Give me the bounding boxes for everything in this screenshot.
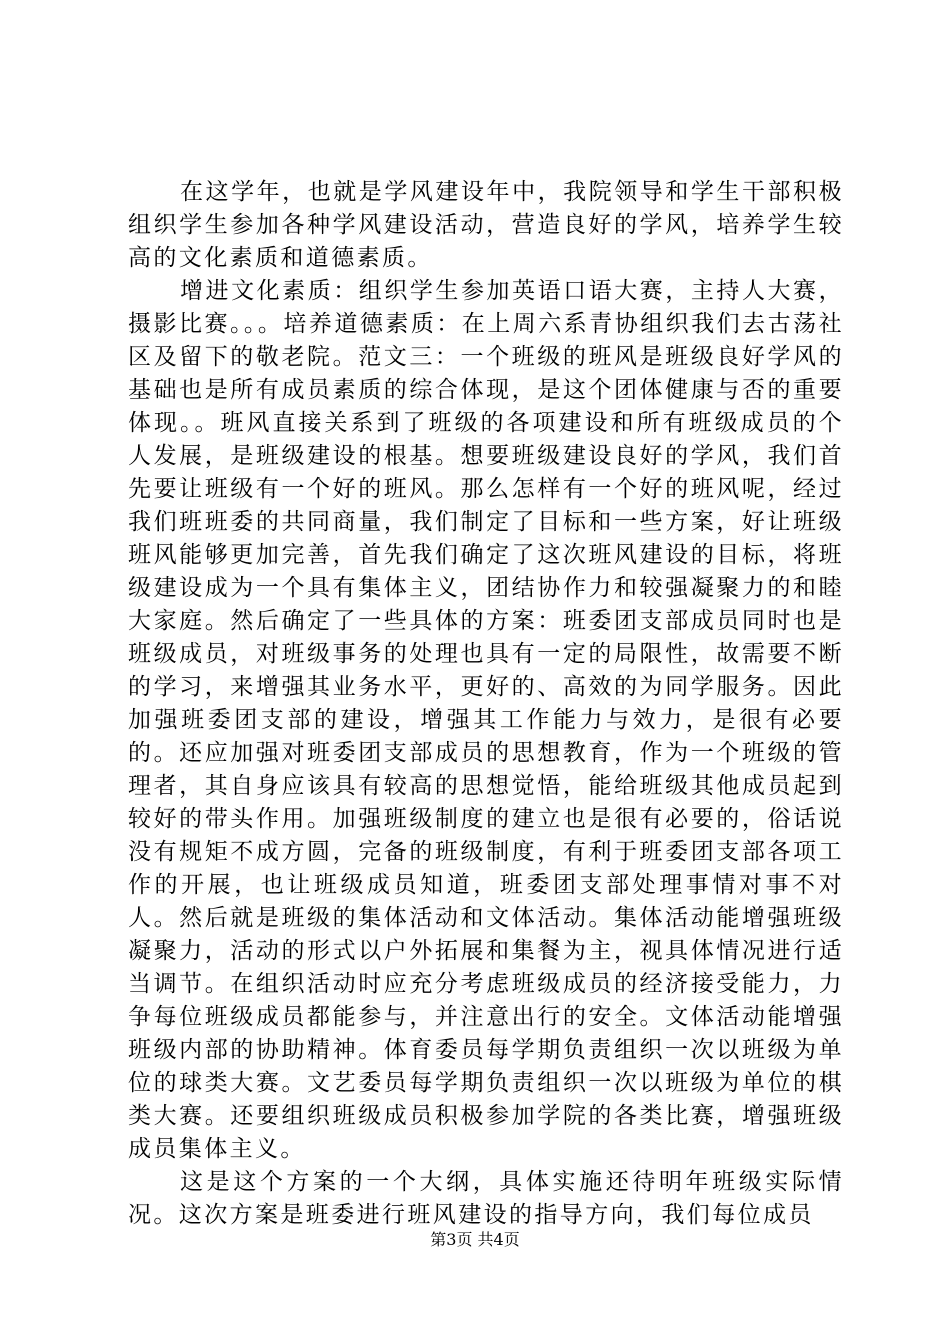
document-body <box>128 176 844 1232</box>
page-number-footer: 第3页 共4页 <box>430 1230 520 1249</box>
paragraph-outline-conclusion: 这是这个方案的一个大纲，具体实施还待明年班级实际情况。这次方案是班委进行班风建设的指导方向，我们每位成员 <box>128 1169 844 1228</box>
paragraph-class-style-plan: 增进文化素质：组织学生参加英语口语大赛，主持人大赛，摄影比赛。。。培养道德素质：在上周六系青协组织我们去古荡社区及留下的敬老院。范文三：一个班级的班风是班级良好学风的基础也是所有成员素质的综合体现，是这个团体健康与否的重要体现。。班风直接关系到了班级的各项建设和所有班级成员的个人发展，是班级建设的根基。想要班级建设良好的学风，我们首先要让班级有一个好的班风。那么怎样有一个好的班风呢，经过我们班班委的共同商量，我们制定了目标和一些方案，好让班级班风能够更加完善，首先我们确定了这次班风建设的目标，将班级建设成为一个具有集体主义，团结协作力和较强凝聚力的和睦大家庭。然后确定了一些具体的方案：班委团支部成员同时也是班级成员，对班级事务的处理也具有一定的局限性，故需要不断的学习，来增强其业务水平，更好的、高效的为同学服务。因此加强班委团支部的建设，增强其工作能力与效力，是很有必要的。还应加强对班委团支部成员的思想教育，作为一个班级的管理者，其自身应该具有较高的思想觉悟，能给班级其他成员起到较好的带头作用。加强班级制度的建立也是很有必要的，俗话说没有规矩不成方圆，完备的班级制度，有利于班委团支部各项工作的开展，也让班级成员知道，班委团支部处理事情对事不对人。然后就是班级的集体活动和文体活动。集体活动能增强班级凝聚力，活动的形式以户外拓展和集餐为主，视具体情况进行适当调节。在组织活动时应充分考虑班级成员的经济接受能力，力争每位班级成员都能参与，并注意出行的安全。文体活动能增强班级内部的协助精神。体育委员每学期负责组织一次以班级为单位的球类大赛。文艺委员每学期负责组织一次以班级为单位的棋类大赛。还要组织班级成员积极参加学院的各类比赛，增强班级成员集体主义。 <box>128 278 844 1162</box>
paragraph-study-style: 在这学年，也就是学风建设年中，我院领导和学生干部积极组织学生参加各种学风建设活动，营造良好的学风，培养学生较高的文化素质和道德素质。 <box>128 179 844 271</box>
